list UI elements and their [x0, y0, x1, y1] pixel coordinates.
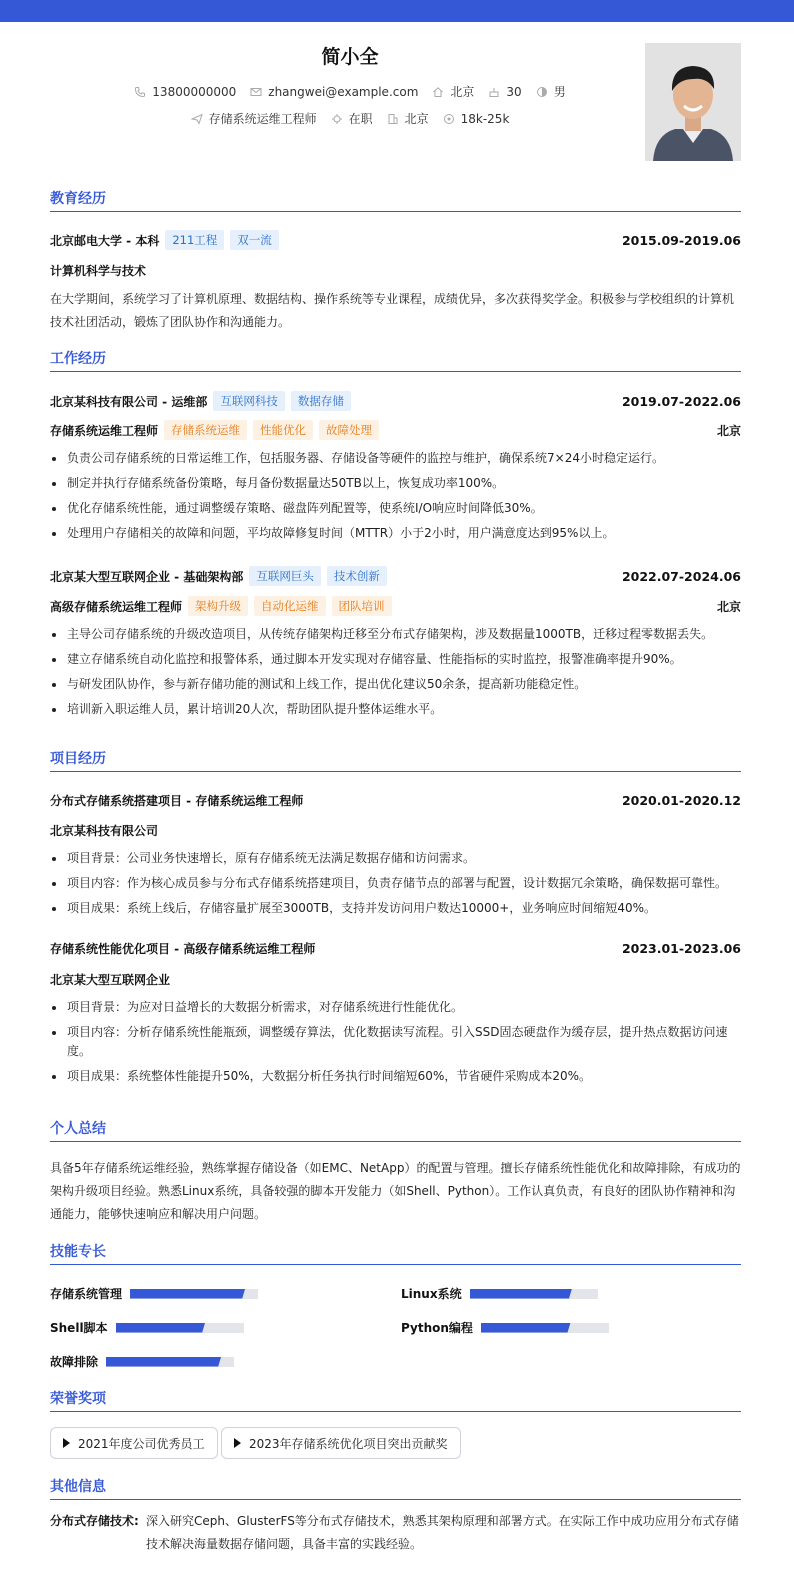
education-header [50, 182, 741, 212]
skill-bar [106, 1357, 234, 1367]
list-item: 主导公司存储系统的升级改造项目，从传统存储架构迁移至分布式存储架构，涉及数据量1000TB，迁移过程零数据丢失。 [50, 625, 741, 644]
job-role-row [50, 420, 741, 440]
contact-row [0, 83, 700, 100]
summary-header [50, 1112, 741, 1142]
list-item: 优化存储系统性能，通过调整缓存策略、磁盘阵列配置等，使系统I/O响应时间降低30%。 [50, 499, 741, 518]
school-tag: 211工程 [165, 230, 224, 250]
summary-text: 具备5年存储系统运维经验，熟练掌握存储设备（如EMC、NetApp）的配置与管理。擅长存储系统性能优化和故障排除，有成功的架构升级项目经验。熟悉Linux系统，具备较强的脚本开发能力（如Shell、Python）。工作认真负责，有良好的团队协作精神和沟通能力，能够快速响应和解决用户问题。 [50, 1161, 741, 1221]
home-icon [432, 86, 444, 98]
role-tag: 故障处理 [319, 420, 379, 440]
job-location: 北京 [716, 599, 741, 614]
project-details-list [50, 849, 741, 924]
project-date: 2020.01-2020.12 [621, 793, 741, 808]
company-tag: 互联网巨头 [249, 566, 321, 586]
skill-item [401, 1319, 609, 1336]
project-company: 北京某科技有限公司 [50, 824, 159, 838]
work-city-text: 北京 [404, 112, 429, 126]
skill-bar-fill [106, 1357, 221, 1367]
skills-header [50, 1235, 741, 1265]
skill-bar [130, 1289, 258, 1299]
school-tag: 双一流 [230, 230, 279, 250]
phone-icon [134, 86, 146, 98]
skill-item [50, 1353, 234, 1370]
project-details-list [50, 998, 741, 1092]
projects-section [50, 742, 741, 1083]
role-tag: 架构升级 [188, 596, 248, 616]
triangle-icon [234, 1438, 241, 1448]
education-school-row [50, 230, 741, 250]
summary-section [50, 1112, 741, 1221]
skill-name: Shell脚本 [50, 1321, 108, 1335]
education-title: 教育经历 [50, 191, 106, 207]
education-section [50, 182, 741, 329]
skill-bar-fill [470, 1289, 572, 1299]
list-item: 项目成果：系统上线后，存储容量扩展至3000TB，支持并发访问用户数达10000+，业务响应时间缩短40%。 [50, 899, 741, 918]
list-item: 负责公司存储系统的日常运维工作，包括服务器、存储设备等硬件的监控与维护，确保系统7×24小时稳定运行。 [50, 449, 741, 468]
education-major-row [50, 262, 741, 279]
list-item: 制定并执行存储系统备份策略，每月备份数据量达50TB以上，恢复成功率100%。 [50, 474, 741, 493]
projects-title: 项目经历 [50, 751, 106, 767]
skill-item [50, 1319, 244, 1336]
city-item [432, 83, 474, 100]
education-date: 2015.09-2019.06 [621, 232, 741, 248]
other-label: 分布式存储技术: [50, 1514, 139, 1528]
phone-item [134, 85, 236, 99]
project-name: 分布式存储系统搭建项目 - 存储系统运维工程师 [50, 794, 304, 808]
honors-header [50, 1382, 741, 1412]
job-date: 2019.07-2022.06 [621, 393, 741, 409]
job-location: 北京 [716, 423, 741, 438]
position-text: 存储系统运维工程师 [208, 112, 317, 126]
city-text: 北京 [450, 85, 475, 99]
other-header [50, 1470, 741, 1500]
job-intent-row [0, 110, 700, 127]
work-header [50, 342, 741, 372]
education-description: 在大学期间，系统学习了计算机原理、数据结构、操作系统等专业课程，成绩优异，多次获得奖学金。积极参与学校组织的计算机技术社团活动，锻炼了团队协作和沟通能力。 [50, 292, 735, 329]
gear-icon [331, 113, 343, 125]
work-section [50, 342, 741, 716]
candidate-name: 简小全 [321, 46, 379, 68]
project-name-row [50, 792, 741, 809]
other-text: 深入研究Ceph、GlusterFS等分布式存储技术，熟悉其架构原理和部署方式。在实际工作中成功应用分布式存储技术解决海量数据存储问题，具备丰富的实践经验。 [146, 1514, 739, 1551]
list-item: 处理用户存储相关的故障和问题，平均故障修复时间（MTTR）小于2小时，用户满意度达到95%以上。 [50, 524, 741, 543]
company-tag: 互联网科技 [213, 391, 285, 411]
job-company-row [50, 566, 741, 586]
skill-bar-fill [130, 1289, 245, 1299]
skill-item [50, 1285, 258, 1302]
award-text: 2023年存储系统优化项目突出贡献奖 [249, 1436, 448, 1451]
profile-photo [645, 43, 741, 161]
building-icon [387, 113, 399, 125]
skill-bar-fill [481, 1323, 571, 1333]
salary-text: 18k-25k [460, 111, 510, 126]
honors-section [50, 1382, 741, 1451]
age-text: 30 [506, 84, 522, 99]
job-date: 2022.07-2024.06 [621, 568, 741, 584]
list-item: 项目内容：作为核心成员参与分布式存储系统搭建项目，负责存储节点的部署与配置，设计数据冗余策略，确保数据可靠性。 [50, 874, 741, 893]
skills-section [50, 1235, 741, 1369]
list-item: 项目内容：分析存储系统性能瓶颈，调整缓存算法，优化数据读写流程。引入SSD固态硬盘作为缓存层，提升热点数据访问速度。 [50, 1023, 741, 1061]
other-section [50, 1470, 741, 1551]
project-name-row [50, 940, 741, 957]
major-name: 计算机科学与技术 [50, 264, 147, 278]
skills-title: 技能专长 [50, 1244, 106, 1260]
skill-bar-fill [116, 1323, 206, 1333]
send-icon [191, 113, 203, 125]
email-item [250, 85, 418, 99]
project-company-row [50, 971, 741, 988]
phone-text: 13800000000 [152, 84, 237, 99]
project-name: 存储系统性能优化项目 - 高级存储系统运维工程师 [50, 942, 316, 956]
email-text: zhangwei@example.com [268, 84, 419, 99]
list-item: 项目成果：系统整体性能提升50%，大数据分析任务执行时间缩短60%，节省硬件采购成本20%。 [50, 1067, 741, 1086]
skill-name: Linux系统 [401, 1287, 462, 1301]
work-title: 工作经历 [50, 351, 106, 367]
job-company-row [50, 391, 741, 411]
award-item [50, 1427, 218, 1459]
award-item [221, 1427, 461, 1459]
skill-name: 故障排除 [50, 1355, 99, 1369]
list-item: 项目背景：公司业务快速增长，原有存储系统无法满足数据存储和访问需求。 [50, 849, 741, 868]
honors-title: 荣誉奖项 [50, 1391, 106, 1407]
skill-bar [481, 1323, 609, 1333]
skill-name: Python编程 [401, 1321, 473, 1335]
skill-item [401, 1285, 598, 1302]
gender-icon [536, 86, 548, 98]
skill-bar [470, 1289, 598, 1299]
gender-text: 男 [553, 85, 566, 99]
project-date: 2023.01-2023.06 [621, 941, 741, 956]
work-city-item [387, 110, 429, 127]
role-name: 存储系统运维工程师 [50, 423, 159, 438]
company-name: 北京某科技有限公司 - 运维部 [50, 394, 208, 409]
list-item: 培训新入职运维人员，累计培训20人次，帮助团队提升整体运维水平。 [50, 700, 741, 719]
position-item [191, 110, 317, 127]
list-item: 与研发团队协作，参与新存储功能的测试和上线工作，提出优化建议50余条，提高新功能稳定性。 [50, 675, 741, 694]
skill-name: 存储系统管理 [50, 1287, 123, 1301]
award-text: 2021年度公司优秀员工 [78, 1436, 205, 1451]
projects-header [50, 742, 741, 772]
job-duties-list [50, 625, 741, 725]
role-tag: 存储系统运维 [164, 420, 247, 440]
company-tag: 数据存储 [291, 391, 351, 411]
job-role-row [50, 596, 741, 616]
skill-bar [116, 1323, 244, 1333]
role-name: 高级存储系统运维工程师 [50, 599, 183, 614]
project-company-row [50, 822, 741, 839]
mail-icon [250, 86, 262, 98]
company-name: 北京某大型互联网企业 - 基础架构部 [50, 569, 244, 584]
list-item: 项目背景：为应对日益增长的大数据分析需求，对存储系统进行性能优化。 [50, 998, 741, 1017]
other-title: 其他信息 [50, 1479, 106, 1495]
school-name: 北京邮电大学 - 本科 [50, 233, 160, 248]
summary-title: 个人总结 [50, 1121, 106, 1137]
age-item [488, 85, 521, 99]
role-tag: 团队培训 [332, 596, 392, 616]
top-accent-bar [0, 0, 794, 22]
role-tag: 自动化运维 [254, 596, 326, 616]
triangle-icon [63, 1438, 70, 1448]
coin-icon [443, 113, 455, 125]
project-company: 北京某大型互联网企业 [50, 973, 171, 987]
role-tag: 性能优化 [253, 420, 313, 440]
status-item [331, 110, 373, 127]
salary-item [443, 112, 510, 126]
cake-icon [488, 86, 500, 98]
gender-item [536, 83, 566, 100]
list-item: 建立存储系统自动化监控和报警体系，通过脚本开发实现对存储容量、性能指标的实时监控，报警准确率提升90%。 [50, 650, 741, 669]
status-text: 在职 [348, 112, 373, 126]
company-tag: 技术创新 [327, 566, 387, 586]
job-duties-list [50, 449, 741, 549]
